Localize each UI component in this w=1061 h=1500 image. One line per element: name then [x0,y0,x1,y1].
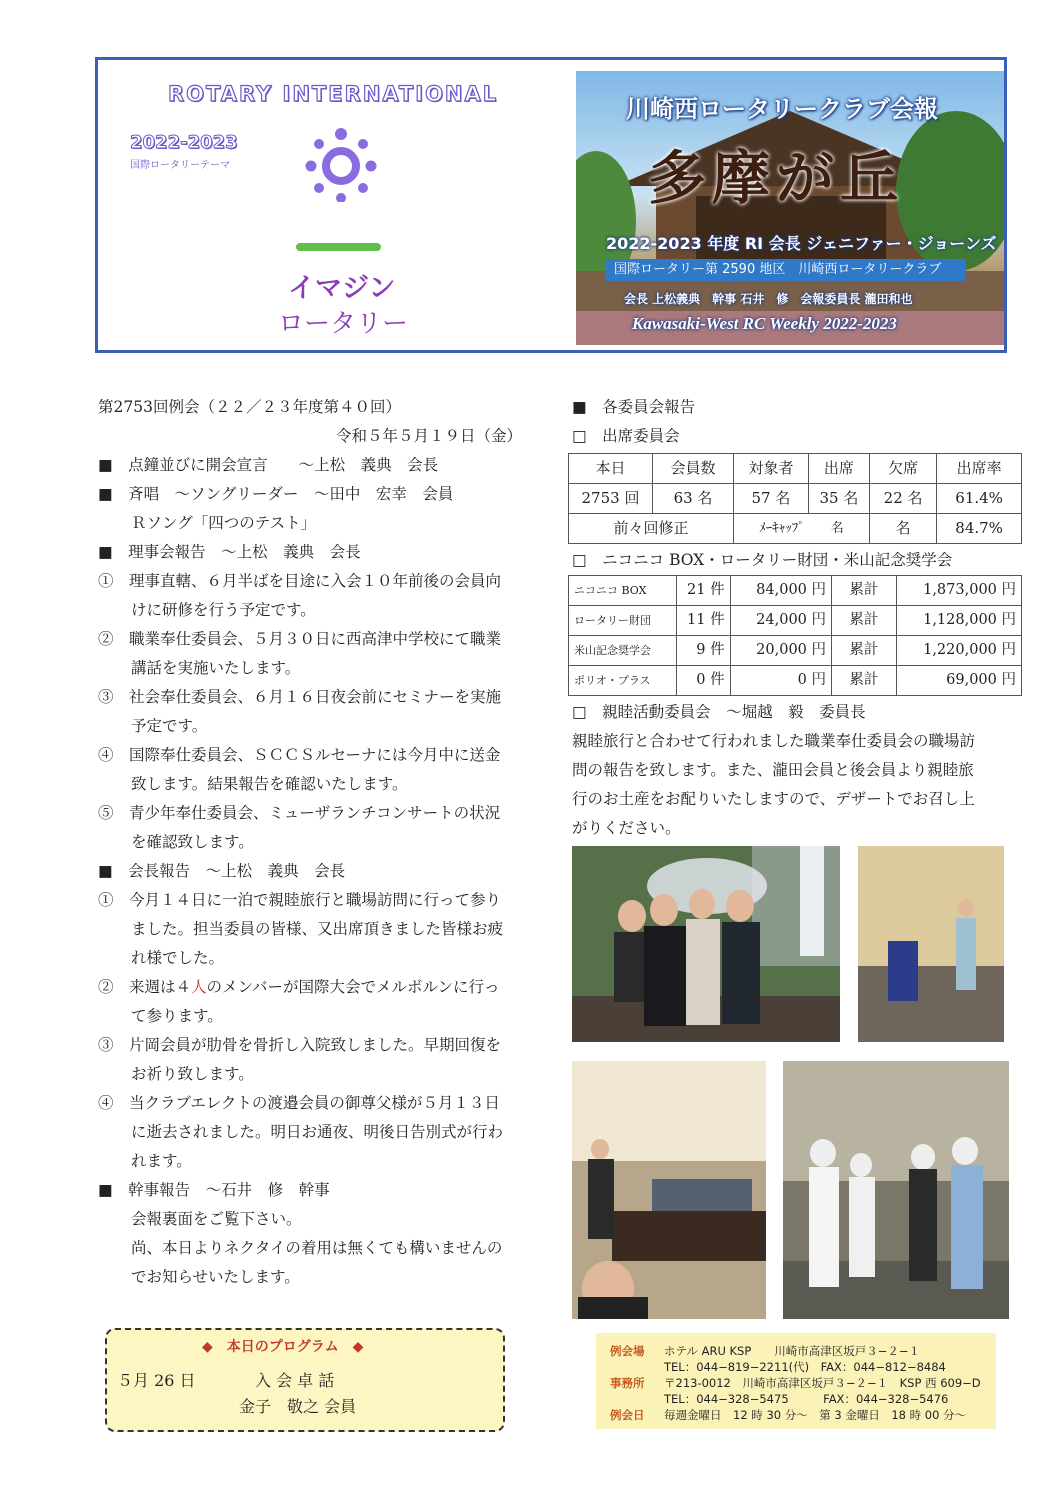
meeting-room-photo [572,1061,766,1319]
imagine-rotary-logo-icon [303,126,379,202]
attendance-correction-row [569,514,1022,544]
report-line: ③ 社会奉仕委員会、６月１６日夜会前にセミナーを実施 [98,688,502,706]
report-line: ④ 当クラブエレクトの渡邉会員の御尊父様が５月１３日 [98,1094,500,1112]
meeting-number: 第2753回例会（２２／２３年度第４０回） [98,398,401,416]
attendance-heading: □ 出席委員会 [572,427,680,445]
donation-label: 累計 [832,576,897,606]
ri-year: 2022-2023 [130,132,238,153]
venue: ホテル ARU KSP 川崎市高津区坂戸３−２−１ [664,1344,921,1358]
report-line: ■ 点鐘並びに開会宣言 ～上松 義典 会長 [98,456,439,474]
district-band: 国際ロータリー第 2590 地区 川崎西ロータリークラブ [606,259,966,281]
attendance-row [569,484,1022,514]
donation-row [569,606,1022,636]
report-line: を確認致します。 [131,833,254,851]
attendance-header-cell: 対象者 [734,454,809,484]
committee-reports [572,393,1022,843]
prev-correction-label: 前々回修正 [569,514,734,544]
report-line: けに研修を行う予定です。 [131,601,316,619]
ri-president: 2022-2023 年度 RI 会長 ジェニファー・ジョーンズ [606,234,997,253]
donation-total: 69,000 円 [896,666,1021,696]
report-line: ② 職業奉仕委員会、５月３０日に西高津中学校にて職業 [98,630,502,648]
report-line: れ様でした。 [131,949,225,967]
venue-label: 例会場 [610,1344,645,1358]
meeting-day: 毎週金曜日 12 時 30 分～ 第 3 金曜日 18 時 00 分～ [664,1408,967,1422]
shinboku-line: 親睦旅行と合わせて行われました職業奉仕委員会の職場訪 [572,732,976,750]
theme-line-1: イマジン [288,273,396,304]
report-lines-continued [98,1002,543,1292]
attendance-cell: 57 名 [734,484,809,514]
shinboku-report [572,727,1022,843]
report-line: でお知らせいたします。 [131,1268,300,1286]
report-line: に逝去されました。明日お通夜、明後日告別式が行わ [131,1123,504,1141]
ri-title: ROTARY INTERNATIONAL [168,82,499,106]
meeting-date: 令和５年５月１９日（金） [336,427,523,445]
newsletter-logotype: 多摩が丘 [648,144,905,212]
report-line: ① 理事直轄、６月半ばを目途に入会１０年前後の会員向 [98,572,502,590]
report-line: ④ 国際奉仕委員会、ＳＣＣＳルセーナには今月中に送金 [98,746,501,764]
report-line: 会報裏面をご覧下さい。 [131,1210,302,1228]
performance-photo [858,846,1004,1042]
office-tel: TEL：044−328−5475 FAX：044−328−5476 [664,1392,949,1406]
donation-amount: 84,000 円 [730,576,831,606]
office-label: 事務所 [610,1376,645,1390]
report-line: ■ 理事会報告 ～上松 義典 会長 [98,543,361,561]
report-line: ■ 斉唱 ～ソングリーダー ～田中 宏幸 会員 [98,485,454,503]
attendance-cell: 61.4% [937,484,1022,514]
venue-tel: TEL：044−819−2211(代) FAX：044−812−8484 [664,1360,946,1374]
attendance-header-cell: 出席率 [937,454,1022,484]
nico-heading: □ ニコニコ BOX・ロータリー財団・米山記念奨学会 [572,551,953,569]
report-line: ② 来週は４人のメンバーが国際大会でメルボルンに行っ [98,978,500,996]
meeting-report [98,393,543,1292]
report-line: ① 今月１４日に一泊で親睦旅行と職場訪問に行って参り [98,891,502,909]
donation-row [569,636,1022,666]
donation-name: ポリオ・プラス [569,666,677,696]
club-officers: 会長 上松義典 幹事 石井 修 会報委員長 瀧田和也 [624,292,913,306]
report-line: 講話を実施いたします。 [131,659,301,677]
donation-name: ロータリー財団 [569,606,677,636]
attendance-header-cell: 本日 [569,454,653,484]
donation-count: 9 件 [676,636,730,666]
report-line: Ｒソング「四つのテスト」 [131,514,317,532]
ri-theme-label: 国際ロータリーテーマ [130,160,230,171]
program-date: ５月 26 日 [117,1371,196,1390]
club-info [596,1333,996,1429]
report-line: 致します。結果報告を確認いたします。 [131,775,408,793]
shinboku-line: 行のお土産をお配りいたしますので、デザートでお召し上 [572,790,975,808]
donation-label: 累計 [832,666,897,696]
day-label: 例会日 [610,1408,645,1422]
masthead [95,57,1007,353]
program-title: ◆ 本日のプログラム ◆ [202,1339,364,1355]
donation-total: 1,220,000 円 [896,636,1021,666]
report-line: ました。担当委員の皆様、又出席頂きました皆様お疲 [131,920,504,938]
donation-total: 1,128,000 円 [896,606,1021,636]
donation-count: 11 件 [676,606,730,636]
report-line: れます。 [131,1152,192,1170]
donation-name: ニコニコ BOX [569,576,677,606]
report-line: 尚、本日よりネクタイの着用は無くても構いませんの [131,1239,503,1257]
report-lines [98,451,543,973]
donation-label: 累計 [832,606,897,636]
shinboku-heading: □ 親睦活動委員会 ～堀越 毅 委員長 [572,703,866,721]
shinboku-line: 問の報告を致します。また、瀧田会員と後会員より親睦旅 [572,761,974,779]
report-line: お祈り致します。 [131,1065,254,1083]
report-line: 予定です。 [131,717,208,735]
attendance-cell: 22 名 [869,484,936,514]
donation-amount: 0 円 [730,666,831,696]
attendance-cell: 2753 回 [569,484,653,514]
report-line: て参ります。 [131,1007,223,1025]
green-divider [296,243,381,251]
program-topic: 入 会 卓 話 [255,1371,335,1390]
waterfall-group-photo [572,846,840,1042]
attendance-header-cell: 出席 [808,454,869,484]
prev-count: 名 [869,514,936,544]
program-speaker: 金子 敬之 会員 [239,1397,357,1416]
factory-visit-photo [783,1061,1009,1319]
club-banner [576,71,1004,345]
attendance-header-row [569,454,1022,484]
prev-rate: 84.7% [937,514,1022,544]
donation-total: 1,873,000 円 [896,576,1021,606]
donation-amount: 24,000 円 [730,606,831,636]
attendance-cell: 63 名 [652,484,733,514]
donation-row [569,666,1022,696]
donation-count: 0 件 [676,666,730,696]
attendance-table [568,453,1022,544]
report-line: ③ 片岡会員が肋骨を骨折し入院致しました。早期回復を [98,1036,502,1054]
report-line: ⑤ 青少年奉仕委員会、ミューザランチコンサートの状況 [98,804,501,822]
office: 〒213-0012 川崎市高津区坂戸３−２−１ KSP 西 609−D [664,1376,981,1390]
makeup-cell: ﾒｰｷｬｯﾌﾟ 名 [734,514,870,544]
shinboku-line: がりください。 [572,819,681,837]
donation-name: 米山記念奨学会 [569,636,677,666]
committee-heading: ■ 各委員会報告 [572,398,696,416]
report-line: ■ 会長報告 ～上松 義典 会長 [98,862,346,880]
report-line: ■ 幹事報告 ～石井 修 幹事 [98,1181,330,1199]
attendance-header-cell: 欠席 [869,454,936,484]
donation-count: 21 件 [676,576,730,606]
club-name: 川崎西ロータリークラブ会報 [626,95,938,123]
todays-program [105,1328,505,1432]
theme-line-2: ロータリー [278,309,409,339]
attendance-cell: 35 名 [808,484,869,514]
weekly-title: Kawasaki-West RC Weekly 2022-2023 [632,314,897,333]
donation-label: 累計 [832,636,897,666]
donation-amount: 20,000 円 [730,636,831,666]
donation-table [568,575,1022,696]
attendance-header-cell: 会員数 [652,454,733,484]
ri-theme-panel [98,60,576,350]
donation-row [569,576,1022,606]
